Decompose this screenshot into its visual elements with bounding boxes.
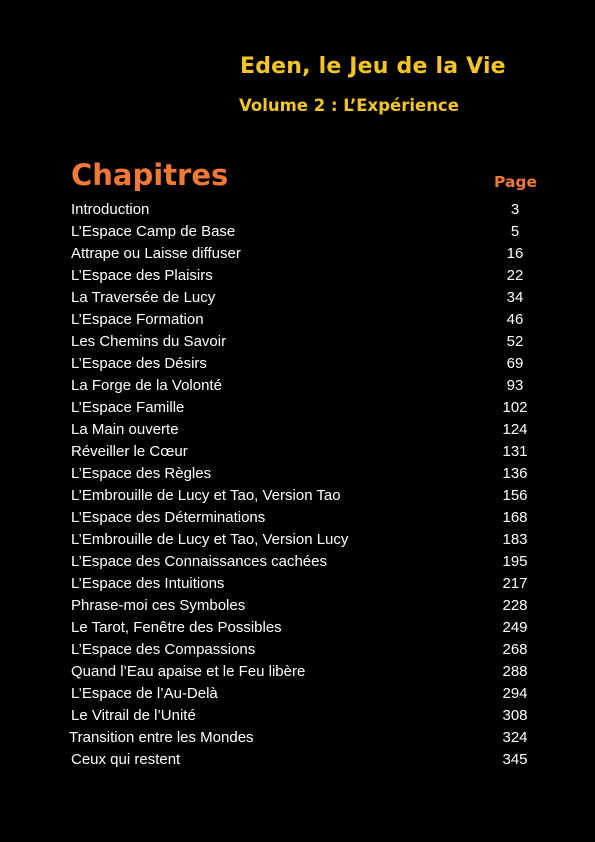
toc-entry-title: La Main ouverte (71, 421, 179, 438)
toc-entry-title: L’Espace des Intuitions (71, 575, 225, 592)
toc-entry-page: 249 (502, 619, 528, 636)
toc-entry-title: Phrase-moi ces Symboles (71, 597, 246, 614)
toc-entry (0, 265, 595, 287)
toc-entry-title: L’Espace de l’Au-Delà (71, 685, 218, 702)
toc-entry-title: L’Embrouille de Lucy et Tao, Version Tao (71, 487, 341, 504)
toc-entry-page: 345 (502, 751, 528, 768)
toc-entry-title: Quand l’Eau apaise et le Feu libère (71, 663, 306, 680)
toc-entry (0, 727, 595, 749)
toc-entry-title: L’Espace des Règles (71, 465, 212, 482)
toc-entry (0, 243, 595, 265)
toc-entry-title: Attrape ou Laisse diffuser (71, 245, 241, 262)
toc-entry-title: L’Espace des Plaisirs (71, 267, 213, 284)
toc-entry (0, 749, 595, 771)
toc-entry-page: 5 (510, 223, 520, 240)
toc-entry (0, 199, 595, 221)
toc-entry (0, 375, 595, 397)
toc-entry (0, 507, 595, 529)
toc-entry (0, 419, 595, 441)
toc-entry (0, 595, 595, 617)
toc-entry (0, 529, 595, 551)
toc-entry-title: L’Espace Famille (71, 399, 185, 416)
toc-entry-page: 268 (502, 641, 528, 658)
toc-entry-title: Transition entre les Mondes (69, 729, 254, 746)
toc-entry-page: 3 (510, 201, 520, 218)
toc-entry-page: 168 (502, 509, 528, 526)
toc-entry-page: 195 (502, 553, 528, 570)
toc-entry (0, 397, 595, 419)
toc-entry-title: La Traversée de Lucy (71, 289, 216, 306)
toc-entry-title: Les Chemins du Savoir (71, 333, 227, 350)
toc-entry (0, 441, 595, 463)
toc-entry-page: 102 (502, 399, 528, 416)
toc-entry-page: 183 (502, 531, 528, 548)
toc-entry (0, 551, 595, 573)
toc-entry-page: 308 (502, 707, 528, 724)
toc-entry (0, 309, 595, 331)
toc-entry-title: Le Vitrail de l’Unité (71, 707, 196, 724)
toc-entry-title: L’Espace des Compassions (71, 641, 256, 658)
toc-entry (0, 617, 595, 639)
chapters-heading: Chapitres (71, 158, 229, 192)
toc-entry-page: 69 (506, 355, 524, 372)
toc-entry-page: 46 (506, 311, 524, 328)
toc-entry (0, 705, 595, 727)
toc-entry-title: L’Espace des Désirs (71, 355, 207, 372)
toc-entry-page: 124 (502, 421, 528, 438)
toc-entry-page: 22 (506, 267, 524, 284)
toc-entry-title: L’Espace Camp de Base (71, 223, 236, 240)
toc-entry-page: 228 (502, 597, 528, 614)
table-of-contents (0, 199, 595, 771)
toc-entry-title: L’Espace des Connaissances cachées (71, 553, 327, 570)
toc-entry-title: Réveiller le Cœur (71, 443, 188, 460)
toc-entry-page: 288 (502, 663, 528, 680)
toc-entry-title: L’Embrouille de Lucy et Tao, Version Lucy (71, 531, 349, 548)
toc-entry-page: 131 (502, 443, 528, 460)
book-title: Eden, le Jeu de la Vie (240, 54, 506, 79)
toc-entry-title: L’Espace des Déterminations (71, 509, 266, 526)
book-subtitle: Volume 2 : L’Expérience (239, 96, 459, 115)
toc-entry (0, 463, 595, 485)
toc-entry-page: 136 (502, 465, 528, 482)
toc-entry-title: Introduction (71, 201, 150, 218)
toc-entry-page: 294 (502, 685, 528, 702)
toc-entry (0, 573, 595, 595)
toc-entry (0, 639, 595, 661)
page-column-heading: Page (494, 173, 538, 191)
toc-entry-page: 93 (506, 377, 524, 394)
toc-entry-page: 52 (506, 333, 524, 350)
toc-entry (0, 661, 595, 683)
toc-entry-page: 217 (502, 575, 528, 592)
toc-entry-title: La Forge de la Volonté (71, 377, 222, 394)
toc-entry-title: L’Espace Formation (71, 311, 204, 328)
toc-entry-page: 156 (502, 487, 528, 504)
toc-entry (0, 485, 595, 507)
toc-entry (0, 331, 595, 353)
toc-entry-page: 34 (506, 289, 524, 306)
toc-entry-title: Ceux qui restent (71, 751, 181, 768)
toc-entry (0, 353, 595, 375)
toc-entry (0, 287, 595, 309)
toc-entry-title: Le Tarot, Fenêtre des Possibles (71, 619, 282, 636)
toc-entry-page: 324 (502, 729, 528, 746)
toc-entry (0, 683, 595, 705)
toc-entry-page: 16 (506, 245, 524, 262)
toc-entry (0, 221, 595, 243)
